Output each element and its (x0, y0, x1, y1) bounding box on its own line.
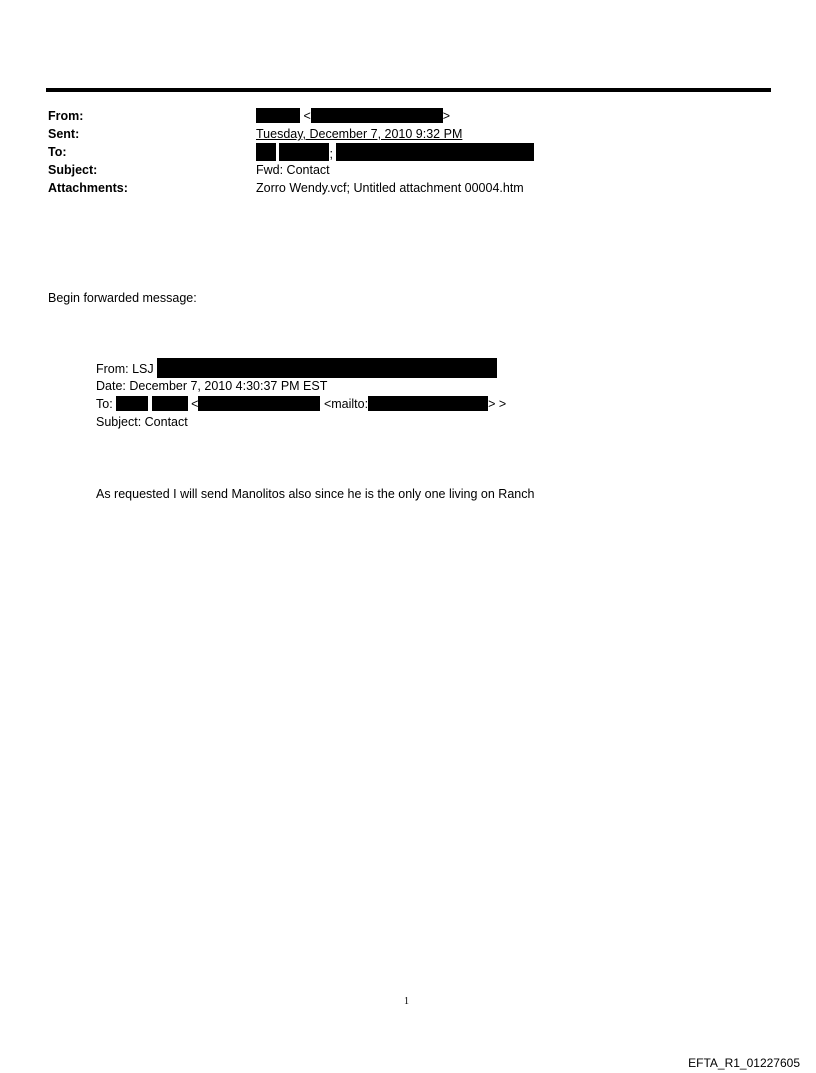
redaction-box (311, 108, 443, 123)
redaction-box (256, 143, 276, 161)
forwarded-from-line (96, 358, 497, 378)
forwarded-to-prefix: To: (96, 397, 113, 411)
from-lt: < (303, 109, 311, 123)
forwarded-from-prefix: From: LSJ (96, 362, 154, 376)
redaction-box (157, 358, 497, 378)
forwarded-to-line (96, 395, 506, 413)
redaction-box (279, 143, 329, 161)
forwarded-to-end: > > (488, 397, 507, 411)
header-rule (46, 88, 771, 92)
to-separator: ; (329, 147, 333, 161)
from-gt: > (442, 109, 451, 123)
forwarded-to-mailto: <mailto: (323, 397, 369, 411)
forwarded-to-lt: < (191, 397, 199, 411)
forwarded-subject-line: Subject: Contact (96, 415, 188, 429)
redaction-box (256, 108, 300, 123)
attachments-label: Attachments: (48, 181, 128, 195)
redaction-box (152, 396, 188, 411)
to-value (256, 143, 534, 163)
forwarded-date-line: Date: December 7, 2010 4:30:37 PM EST (96, 379, 328, 393)
sent-value: Tuesday, December 7, 2010 9:32 PM (256, 127, 463, 141)
from-label: From: (48, 109, 84, 123)
redaction-box (336, 143, 534, 161)
attachments-value: Zorro Wendy.vcf; Untitled attachment 00004.htm (256, 181, 524, 195)
redaction-box (116, 396, 148, 411)
forward-intro: Begin forwarded message: (48, 291, 197, 305)
sent-label: Sent: (48, 127, 80, 141)
to-label: To: (48, 145, 67, 159)
from-value (256, 107, 450, 125)
subject-label: Subject: (48, 163, 98, 177)
redaction-box (368, 396, 488, 411)
message-body: As requested I will send Manolitos also since he is the only one living on Ranch (96, 487, 535, 501)
page-number: 1 (404, 996, 409, 1007)
subject-value: Fwd: Contact (256, 163, 330, 177)
document-id: EFTA_R1_01227605 (688, 1056, 800, 1070)
redaction-box (198, 396, 320, 411)
